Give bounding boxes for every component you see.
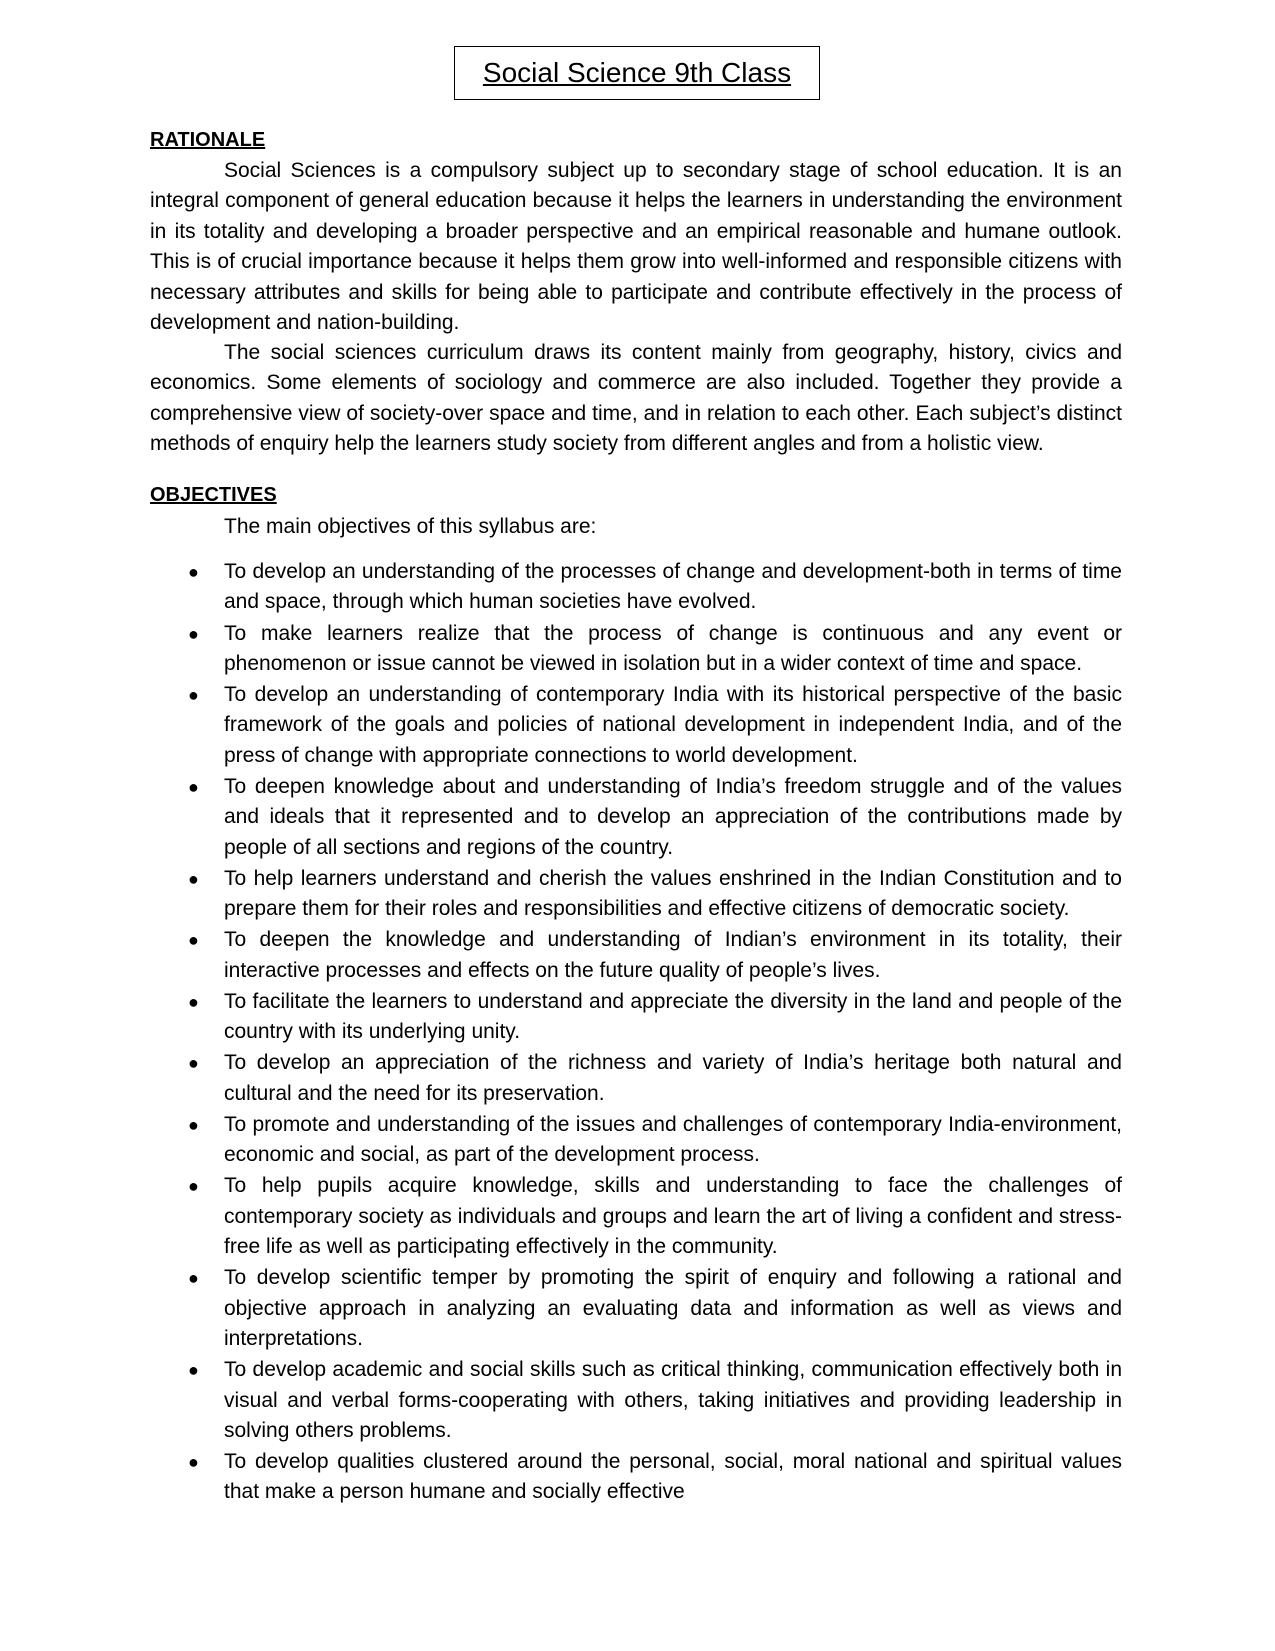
objective-text: To facilitate the learners to understand and appreciate the diversity in the land and people of the country with its underlying unity. — [224, 989, 1122, 1044]
objective-item — [150, 1171, 1122, 1262]
objective-item — [150, 1355, 1122, 1446]
objective-item — [150, 1048, 1122, 1109]
bullet-icon: ● — [188, 1268, 199, 1289]
bullet-icon: ● — [188, 1176, 199, 1197]
objective-item — [150, 557, 1122, 618]
objective-item — [150, 772, 1122, 863]
bullet-icon: ● — [188, 1360, 199, 1381]
objective-text: To develop academic and social skills such as critical thinking, communication effectively both in visual and verbal forms-cooperating with others, taking initiatives and providing leadership in solving others problems. — [224, 1358, 1122, 1442]
objective-text: To develop qualities clustered around the personal, social, moral national and spiritual values that make a person humane and socially effective — [224, 1450, 1122, 1504]
title-box — [454, 46, 820, 100]
objective-item — [150, 619, 1122, 680]
bullet-icon: ● — [188, 868, 199, 889]
objective-item — [150, 680, 1122, 771]
objective-text: To develop an understanding of contemporary India with its historical perspective of the basic framework of the goals and policies of national development in independent India, and of the press of change with appropriate connections to world development. — [224, 683, 1122, 767]
bullet-icon: ● — [188, 623, 199, 644]
objective-text: To develop an understanding of the processes of change and development-both in terms of time and space, through which human societies have evolved. — [224, 560, 1122, 614]
objective-text: To deepen knowledge about and understanding of India’s freedom struggle and of the values and ideals that it represented and to develop an appreciation of the contributions made by people of all sections and regions of the country. — [224, 774, 1122, 859]
objective-text: To make learners realize that the process of change is continuous and any event or phenomenon or issue cannot be viewed in isolation but in a wider context of time and space. — [224, 621, 1122, 675]
objective-text: To promote and understanding of the issues and challenges of contemporary India-environment, economic and social, as part of the development process. — [224, 1112, 1122, 1167]
bullet-icon: ● — [188, 1114, 199, 1135]
objective-text: To deepen the knowledge and understanding of Indian’s environment in its totality, their interactive processes and effects on the future quality of people’s lives. — [224, 928, 1122, 982]
objectives-list — [150, 557, 1122, 1509]
bullet-icon: ● — [188, 685, 199, 705]
bullet-icon: ● — [188, 776, 199, 797]
objective-item — [150, 1110, 1122, 1171]
bullet-icon: ● — [188, 1053, 199, 1074]
objective-item — [150, 987, 1122, 1048]
bullet-icon: ● — [188, 1452, 199, 1473]
rationale-heading: RATIONALE — [150, 129, 266, 151]
bullet-icon: ● — [188, 930, 199, 951]
objective-item — [150, 925, 1122, 986]
objective-item — [150, 864, 1122, 925]
objective-text: To develop an appreciation of the richness and variety of India’s heritage both natural and cultural and the need for its preservation. — [224, 1051, 1122, 1105]
objectives-heading: OBJECTIVES — [150, 484, 277, 506]
objective-item — [150, 1263, 1122, 1354]
objective-text: To develop scientific temper by promoting the spirit of enquiry and following a rational and objective approach in analyzing an evaluating data and information as well as views and interpretations. — [224, 1266, 1122, 1351]
bullet-icon: ● — [188, 562, 199, 582]
objective-text: To help learners understand and cherish the values enshrined in the Indian Constitution and to prepare them for their roles and responsibilities and effective citizens of democratic society. — [224, 866, 1122, 921]
rationale-paragraph-2: The social sciences curriculum draws its content mainly from geography, history, civics and economics. Some elements of sociology and commerce are also included. Together they provide a comprehensive view of society-over space and time, and in relation to each other. Each subject’s distinct methods of enquiry help the learners study society from different angles and from a holistic view. — [150, 341, 1122, 456]
page-title: Social Science 9th Class — [482, 57, 792, 88]
bullet-icon: ● — [188, 991, 199, 1012]
objective-text: To help pupils acquire knowledge, skills and understanding to face the challenges of contemporary society as individuals and groups and learn the art of living a confident and stress-free life as well as participating effectively in the community. — [224, 1174, 1122, 1259]
objectives-intro: The main objectives of this syllabus are: — [224, 515, 597, 538]
rationale-paragraph-1: Social Sciences is a compulsory subject up to secondary stage of school education. It is an integral component of general education because it helps the learners in understanding the environment in its totality and developing a broader perspective and an empirical reasonable and humane outlook. This is of crucial importance because it helps them grow into well-informed and responsible citizens with necessary attributes and skills for being able to participate and contribute effectively in the process of development and nation-building. — [150, 159, 1122, 335]
objective-item — [150, 1447, 1122, 1508]
